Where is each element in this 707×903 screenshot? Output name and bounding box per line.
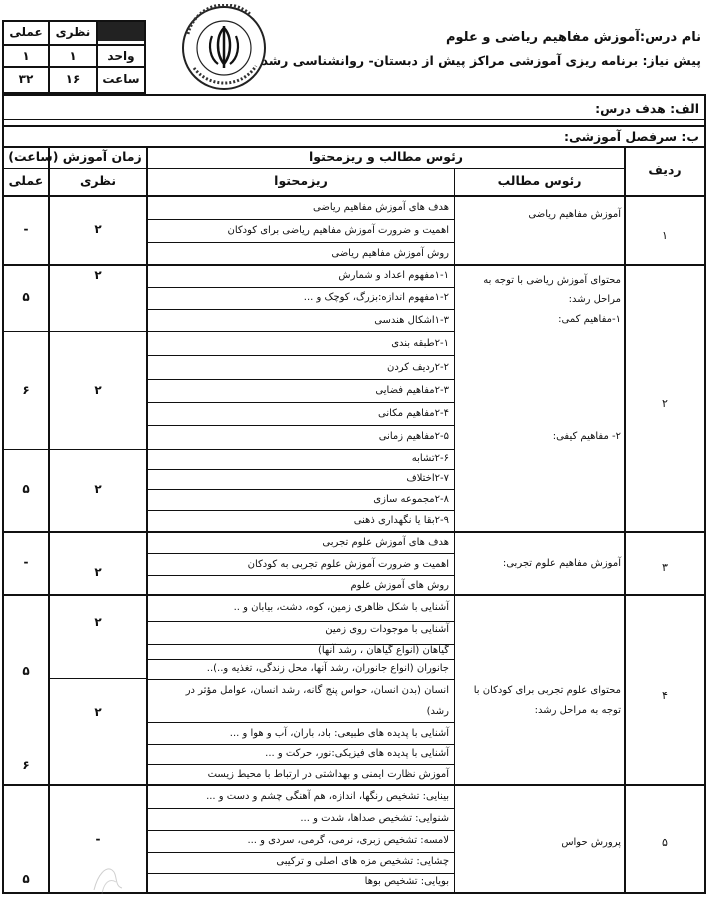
topic-line: محتوای علوم تجربی برای کودکان با [473, 685, 621, 696]
scan-smudge-icon [88, 860, 133, 896]
theory-hours: - [95, 832, 101, 846]
header-theory: نظری [79, 173, 117, 188]
ministry-seal-icon [180, 4, 268, 92]
subcontent-item: ۲-۷اختلاف [406, 473, 449, 484]
subcontent-item: ۲-۹بقا یا نگهداری ذهنی [353, 515, 449, 526]
row-number: ۴ [662, 689, 668, 702]
theory-hours: ۲ [94, 383, 102, 397]
subcontent-item: جانوران (انواع جانوران، رشد آنها، محل زندگی، تغذیه و..).. [206, 663, 449, 674]
subcontent-item: آموزش نظارت ایمنی و بهداشتی در ارتباط با محیط زیست [207, 769, 449, 780]
units-col-theory: نظری [55, 25, 91, 39]
row-number: ۱ [662, 229, 668, 242]
subcontent-item: آشنایی با پدیده های فیزیکی:نور، حرکت و ... [265, 748, 449, 759]
practical-hours: ۵ [22, 664, 30, 678]
units-row-unit-label: واحد [107, 49, 135, 63]
subcontent-item: ۱-۲مفهوم اندازه:بزرگ، کوچک و ... [303, 292, 449, 303]
topic-line: مراحل رشد: [568, 294, 621, 305]
subcontent-item: روش های آموزش علوم [350, 580, 449, 591]
header-topics-group: رئوس مطالب و ریزمحتوا [309, 149, 463, 164]
subcontent-item: هدف های آموزش مفاهیم ریاضی [313, 202, 449, 213]
subcontent-item: ۲-۶تشابه [411, 453, 449, 464]
topic-cell: آموزش مفاهیم علوم تجربی: [502, 558, 621, 569]
subcontent-item: بویایی: تشخیص بوها [364, 876, 449, 887]
subcontent-item: اهمیت و ضرورت آموزش مفاهیم ریاضی برای کودکان [227, 225, 449, 236]
subcontent-item: ۲-۱طبقه بندی [391, 338, 449, 349]
shaded-cell [96, 20, 146, 41]
subcontent-item: شنوایی: تشخیص صداها، شدت و ... [300, 813, 449, 824]
header-row: ردیف [648, 162, 682, 177]
topic-line: توجه به مراحل رشد: [534, 705, 621, 716]
subcontent-item: ۲-۲ردیف کردن [386, 362, 449, 373]
subcontent-item: ۱-۱مفهوم اعداد و شمارش [338, 270, 449, 281]
header-subcontent: ریزمحتوا [274, 173, 328, 188]
header-topics: رئوس مطالب [497, 173, 582, 188]
subcontent-item: ۲-۸مجموعه سازی [373, 494, 449, 505]
practical-hours: ۶ [22, 383, 30, 397]
subcontent-item: لامسه: تشخیص زبری، نرمی، گرمی، سردی و ... [247, 835, 449, 846]
theory-hours: ۲ [94, 565, 102, 579]
subcontent-item: انسان (بدن انسان، حواس پنج گانه، رشد انسان، عوامل مؤثر در [185, 685, 449, 696]
course-name: نام درس:آموزش مفاهیم ریاضی و علوم [446, 30, 701, 45]
hours-theory-value: ۱۶ [65, 72, 81, 86]
subcontent-item: ۲-۵مفاهیم زمانی [378, 431, 449, 442]
header-teaching-time: زمان آموزش (ساعت) [8, 149, 142, 164]
topic-line: ۱-مفاهیم کمی: [558, 314, 621, 325]
units-col-practical: عملی [9, 25, 43, 39]
subcontent-item: ۲-۳مفاهیم فضایی [375, 385, 449, 396]
subcontent-item: اهمیت و ضرورت آموزش علوم تجربی به کودکان [247, 559, 449, 570]
practical-hours: - [23, 555, 29, 569]
subcontent-item: چشایی: تشخیص مزه های اصلی و ترکیبی [276, 856, 449, 867]
theory-hours: ۲ [94, 705, 102, 719]
subcontent-item: آشنایی با شکل ظاهری زمین، کوه، دشت، بیابان و .. [233, 602, 449, 613]
subcontent-item: بینایی: تشخیص رنگها، اندازه، هم آهنگی چشم و دست و ... [206, 791, 449, 802]
section-goal: الف: هدف درس: [595, 101, 699, 116]
row-number: ۳ [662, 561, 668, 574]
theory-hours: ۲ [94, 482, 102, 496]
hours-practical-value: ۳۲ [18, 72, 34, 86]
practical-hours: ۵ [22, 290, 30, 304]
theory-hours: ۲ [94, 615, 102, 629]
row-number: ۲ [662, 397, 668, 410]
header-practical: عملی [8, 173, 44, 188]
subcontent-item: آشنایی با موجودات روی زمین [325, 624, 449, 635]
theory-hours: ۲ [94, 222, 102, 236]
subcontent-item: ۱-۳اشکال هندسی [374, 315, 449, 326]
topic-cell: پرورش حواس [561, 837, 621, 848]
section-syllabus: ب: سرفصل آموزشی: [564, 129, 699, 144]
practical-hours: ۵ [22, 482, 30, 496]
practical-hours: ۵ [22, 872, 30, 886]
prerequisite: پیش نیاز: برنامه ریزی آموزشی مراکز پیش از دبستان- روانشناسی رشد [261, 53, 701, 68]
subcontent-item: آشنایی با پدیده های طبیعی: باد، باران، آب و هوا و ... [229, 728, 449, 739]
row-number: ۵ [662, 836, 668, 849]
units-row-hours-label: ساعت [102, 72, 140, 86]
topic-line: ۲- مفاهیم کیفی: [552, 431, 621, 442]
unit-practical-value: ۱ [22, 49, 30, 63]
topic-line: محتوای آموزش ریاضی با توجه به [483, 275, 621, 286]
subcontent-item: ۲-۴مفاهیم مکانی [378, 408, 449, 419]
subcontent-item: رشد) [426, 706, 449, 717]
subcontent-item: گیاهان (انواع گیاهان ، رشد آنها) [317, 645, 449, 656]
subcontent-item: هدف های آموزش علوم تجربی [322, 537, 449, 548]
topic-cell: آموزش مفاهیم ریاضی [528, 209, 621, 220]
theory-hours: ۲ [94, 268, 102, 282]
unit-theory-value: ۱ [69, 49, 77, 63]
practical-hours: - [23, 222, 29, 236]
practical-hours: ۶ [22, 758, 30, 772]
subcontent-item: روش آموزش مفاهیم ریاضی [331, 248, 449, 259]
